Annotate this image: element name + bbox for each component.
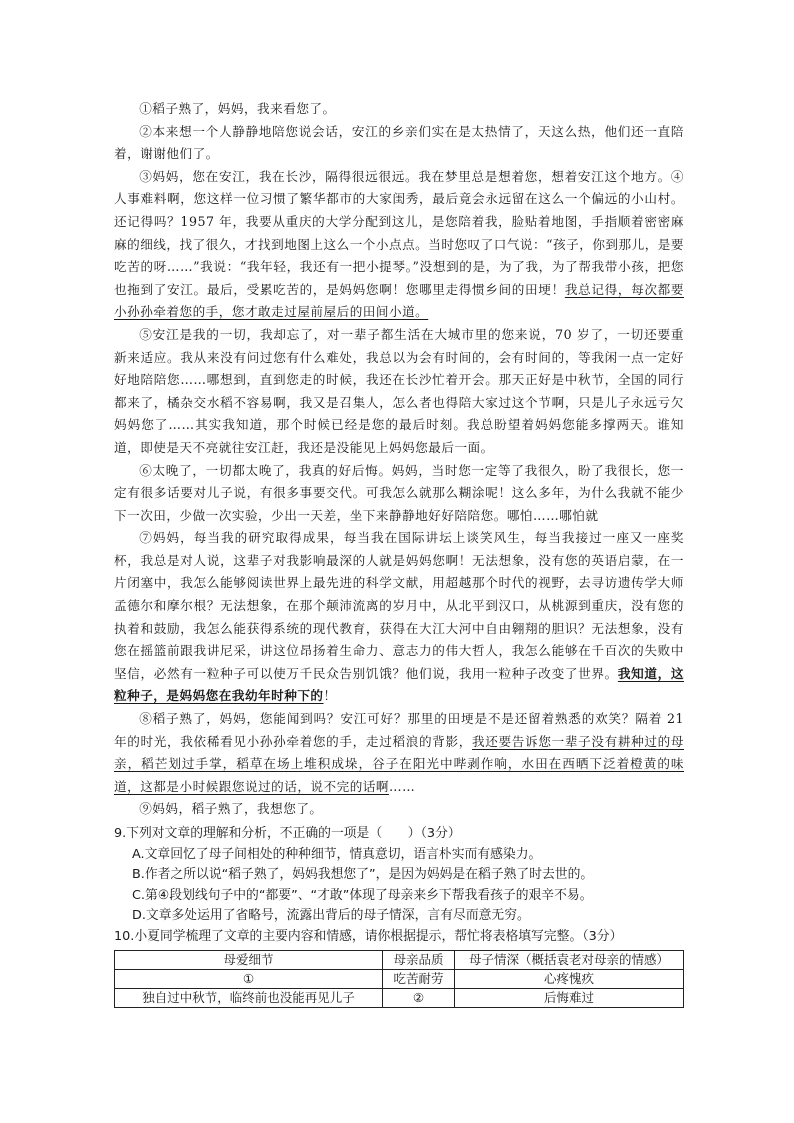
bold-underlined-sentence: 我知道，这粒种子，是妈妈您在我幼年时种下的 [114, 665, 685, 704]
answer-blank-2[interactable]: ② [383, 988, 455, 1007]
table-cell: 独自过中秋节，临终前也没能再见儿子 [115, 988, 383, 1007]
paragraph-3 [114, 166, 684, 324]
table-row [115, 969, 684, 988]
question-9 [114, 824, 684, 948]
header-cell: 母亲品质 [383, 950, 455, 969]
paragraph-8-text: ⑧稻子熟了，妈妈，您能闻到吗？安江可好？那里的田埂是不是还留着熟悉的欢笑？隔着 21 年的时光，我依稀看见小孙孙牵着您的手，走过稻浪的背影， [114, 711, 684, 749]
table-cell: 心疼愧疚 [455, 969, 684, 988]
exam-page [114, 98, 684, 1008]
paragraph-9: ⑨妈妈，稻子熟了，我想您了。 [139, 801, 323, 817]
table-cell: 后悔难过 [455, 988, 684, 1007]
essay [114, 98, 684, 821]
underlined-sentence: 我总记得，每次都要小孙孙牵着您的手，您才敢走过屋前屋后的田间小道。 [114, 281, 685, 320]
option-a[interactable]: A.文章回忆了母子间相处的种种细节，情真意切，语言朴实而有感染力。 [132, 846, 542, 862]
option-d[interactable]: D.文章多处运用了省略号，流露出背后的母子情深，言有尽而意无穷。 [132, 908, 530, 924]
paragraph-7-end: ！ [323, 688, 337, 704]
table-header-row [115, 950, 684, 969]
paragraph-1: ①稻子熟了，妈妈，我来看您了。 [139, 101, 336, 116]
underlined-passage: 我还要告诉您一辈子没有耕种过的母亲，稻芒划过手掌，稻草在场上堆积成垛，谷子在阳光中哔剥作响，水田在西晒下泛着橙黄的味道，这都是小时候跟您说过的话，说不完的话啊 [114, 733, 685, 794]
table-cell: 吃苦耐劳 [383, 969, 455, 988]
paragraph-7 [114, 527, 684, 708]
table-row [115, 988, 684, 1007]
option-c[interactable]: C.第④段划线句子中的“都要”、“才敢”体现了母亲来乡下帮我看孩子的艰辛不易。 [132, 887, 593, 903]
paragraph-8-end: …… [388, 778, 416, 794]
question-10-stem: 10.小夏同学梳理了文章的主要内容和情感，请你根据提示，帮忙将表格填写完整。（3分） [114, 928, 623, 944]
header-cell: 母子情深（概括袁老对母亲的情感） [455, 950, 684, 969]
paragraph-7-text: ⑦妈妈，每当我的研究取得成果，每当我在国际讲坛上谈笑风生，每当我接过一座又一座奖杯，我总是对人说，这辈子对我影响最深的人就是妈妈您啊！无法想象，没有您的英语启蒙，在一片闭塞中，我怎么能够阅读世界上最先进的科学文献，用超越那个时代的视野，去寻访遗传学大师孟德尔和摩尔根？无法想象，在那个颠沛流离的岁月中，从北平到汉口，从桃源到重庆，没有您的执着和鼓励，我怎么能获得系统的现代教育，获得在大江大河中自由翱翔的胆识？无法想象，没有您在摇篮前跟我讲尼采，讲这位昂扬着生命力、意志力的伟大哲人，我怎么能够在千百次的失败中坚信，必然有一粒种子可以使万千民众告别饥饿？他们说，我用一粒种子改变了世界。 [114, 530, 684, 681]
paragraph-8 [114, 708, 684, 798]
question-9-stem: 9.下列对文章的理解和分析，不正确的一项是（ ）（3分） [114, 826, 461, 841]
paragraph-6: ⑥太晚了，一切都太晚了，我真的好后悔。妈妈，当时您一定等了我很久，盼了我很长，您一定有很多话要对儿子说，有很多事要交代。可我怎么就那么糊涂呢！这么多年，为什么我就不能少下一次田，少做一次实验，少出一天差，坐下来静静地好好陪陪您。哪怕……哪怕就 [114, 462, 684, 523]
paragraph-3-text: ③妈妈，您在安江，我在长沙，隔得很远很远。我在梦里总是想着您，想着安江这个地方。④人事难料啊，您这样一位习惯了繁华都市的大家闺秀，最后竟会永远留在这么一个偏远的小山村。还记得吗？1957 年，我要从重庆的大学分配到这儿，是您陪着我，脸贴着地图，手指顺着密密麻麻的细线，找了很久，才找到地图上这么一个小点点。当时您叹了口气说：“孩子，你到那儿，是要吃苦的呀……”我说：“我年轻，我还有一把小提琴。”没想到的是，为了我，为了帮我带小孩，把您也拖到了安江。最后，受累吃苦的，是妈妈您啊！您哪里走得惯乡间的田埂！ [114, 168, 684, 297]
summary-table [114, 950, 684, 1008]
header-cell: 母爱细节 [115, 950, 383, 969]
paragraph-2: ②本来想一个人静静地陪您说会话，安江的乡亲们实在是太热情了，天这么热，他们还一直陪着，谢谢他们了。 [114, 123, 684, 162]
answer-blank-1[interactable]: ① [115, 969, 383, 988]
paragraph-5: ⑤安江是我的一切，我却忘了，对一辈子都生活在大城市里的您来说，70 岁了，一切还要重新来适应。我从来没有问过您有什么难处，我总以为会有时间的，会有时间的，等我闲一点一定好好地陪陪您……哪想到，直到您走的时候，我还在长沙忙着开会。那天正好是中秋节，全国的同行都来了，橘杂交水稻不容易啊，我又是召集人，怎么者也得陪大家过这个节啊，只是儿子永远亏欠妈妈您了……其实我知道，那个时候已经是您的最后时刻。我总盼望着妈妈您能多撑两天。谁知道，即使是天不亮就往安江赶，我还是没能见上妈妈您最后一面。 [114, 326, 684, 455]
option-b[interactable]: B.作者之所以说“稻子熟了，妈妈我想您了”，是因为妈妈是在稻子熟了时去世的。 [132, 867, 594, 883]
